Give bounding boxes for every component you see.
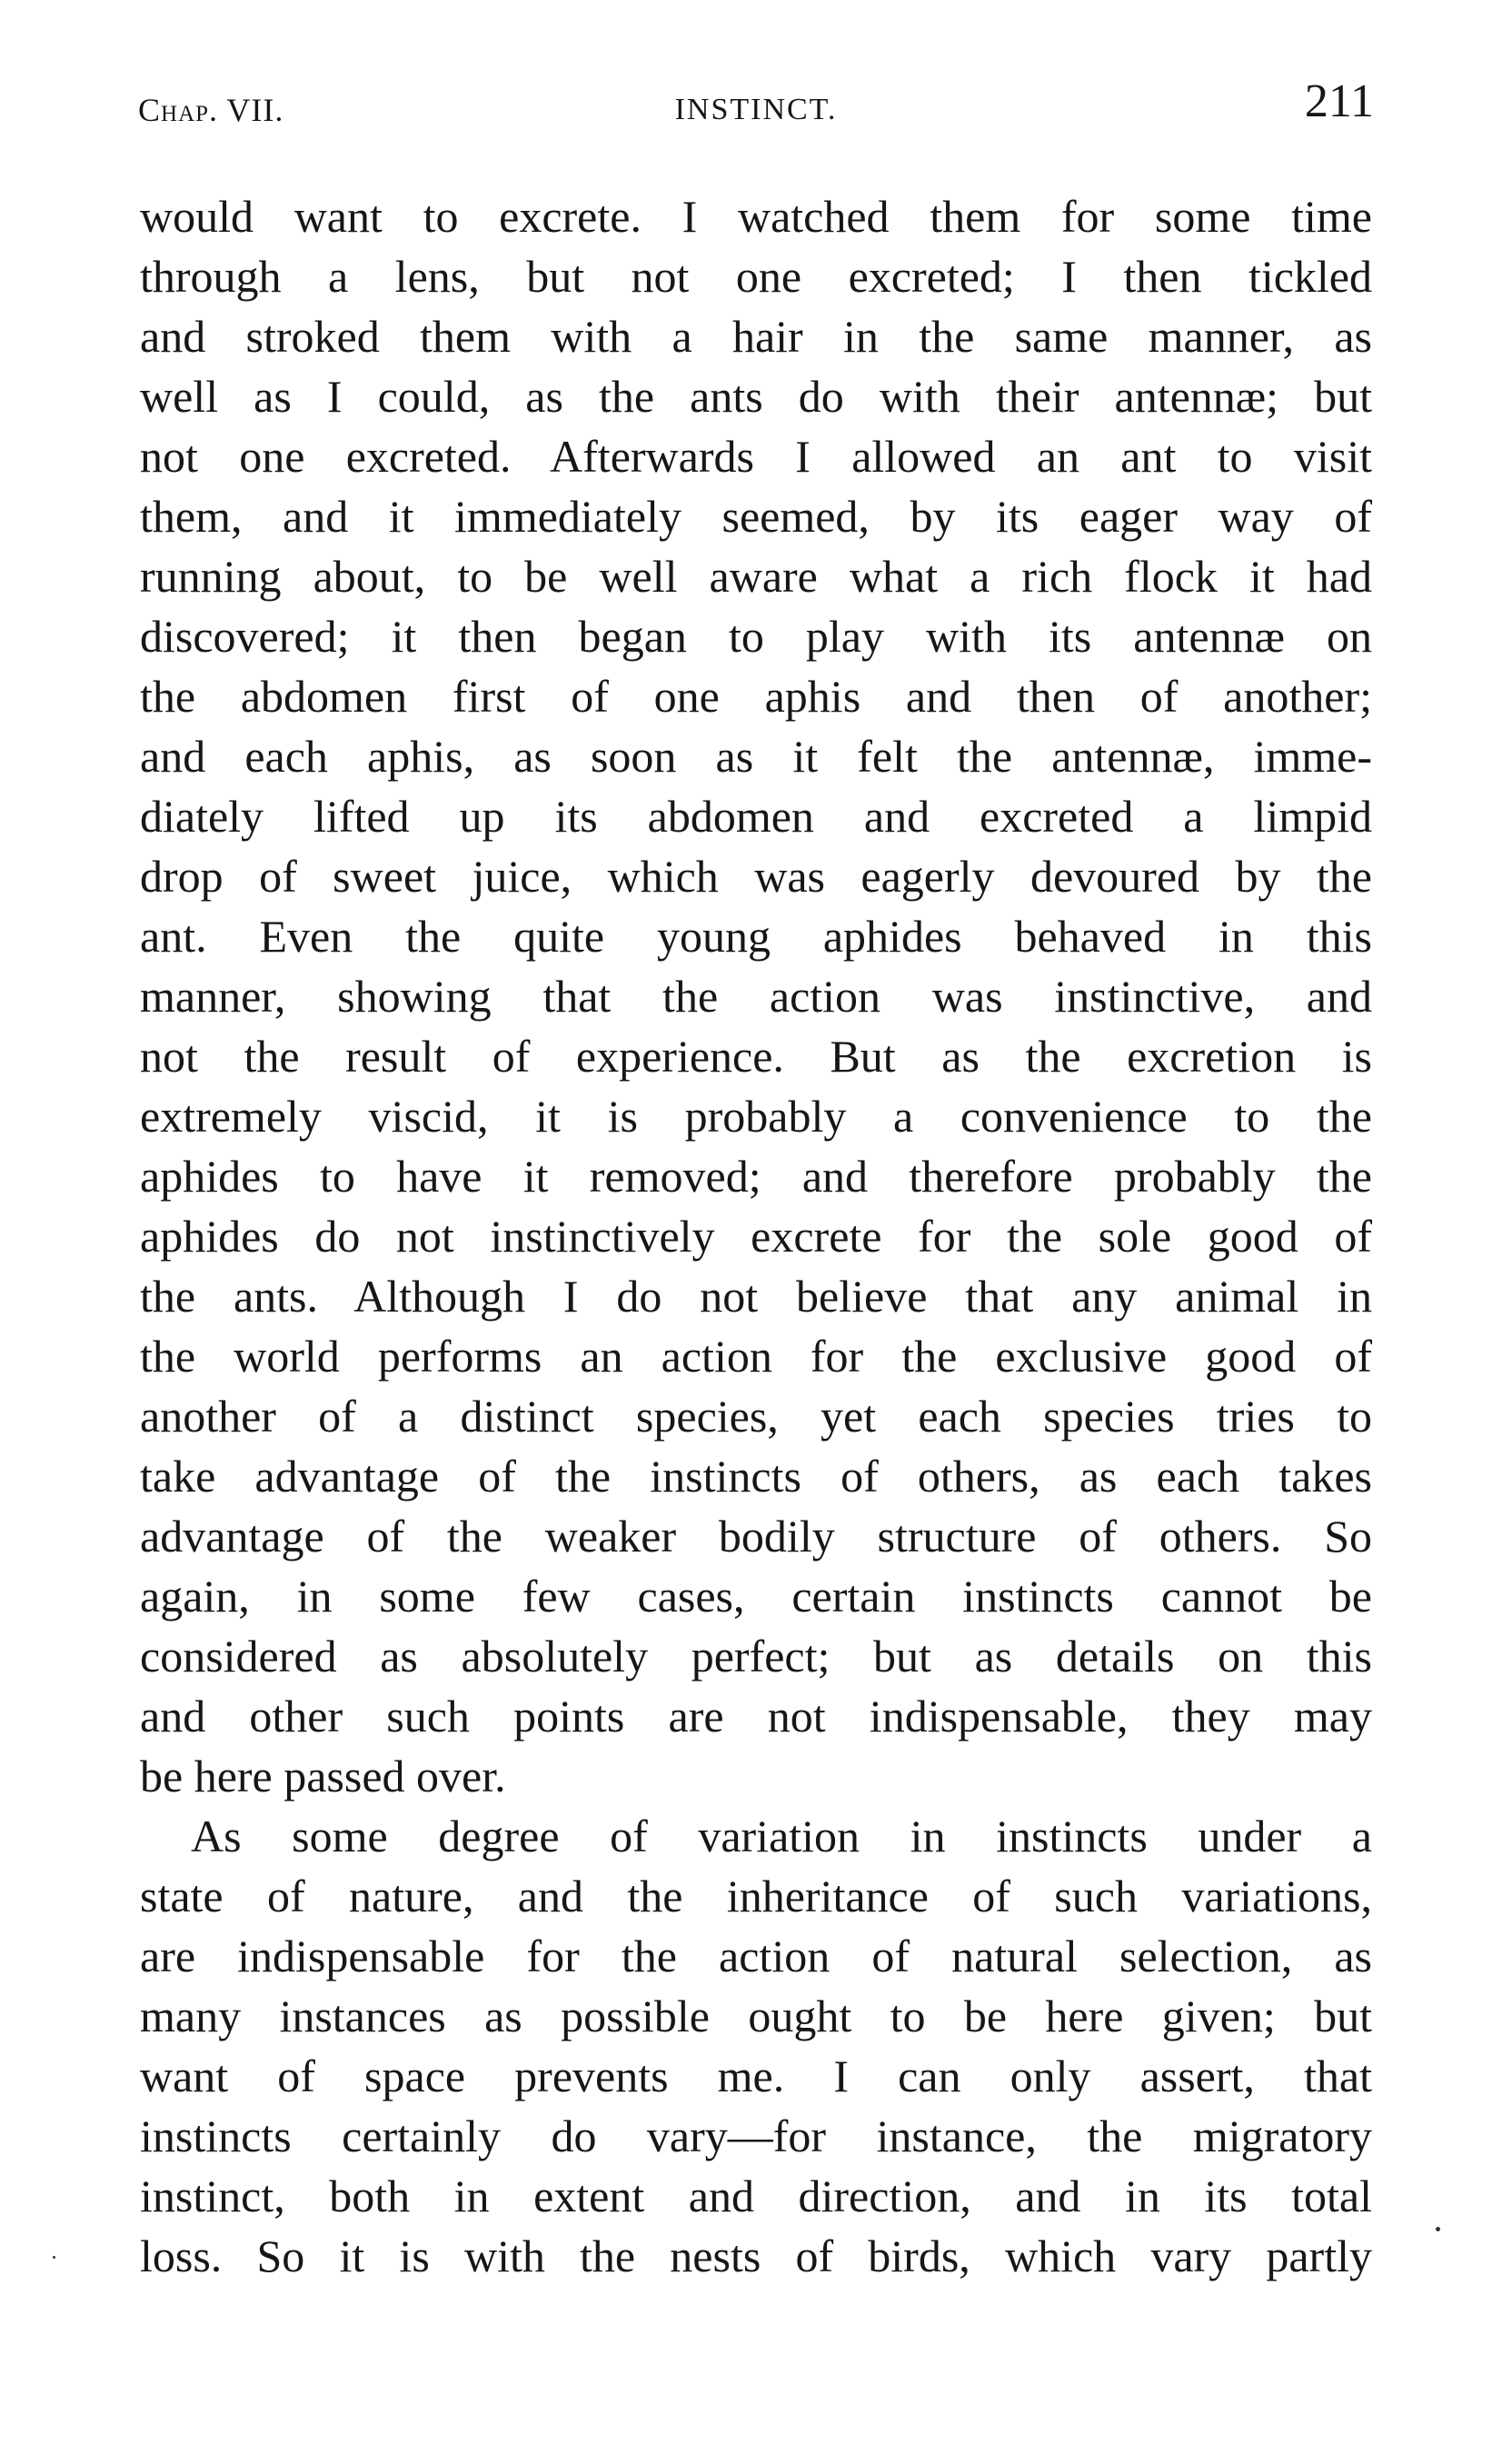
text-line: the abdomen first of one aphis and then of another; (140, 671, 1372, 722)
running-header (138, 75, 1374, 138)
scan-speck (53, 2256, 55, 2259)
text-line: advantage of the weaker bodily structure of others. So (140, 1511, 1372, 1562)
text-line: and stroked them with a hair in the same manner, as (140, 311, 1372, 362)
page-body (140, 186, 1372, 2286)
text-line: state of nature, and the inheritance of such variations, (140, 1871, 1372, 1921)
text-line: manner, showing that the action was instinctive, and (140, 971, 1372, 1022)
text-line: and other such points are not indispensable, they may (140, 1691, 1372, 1741)
text-line: running about, to be well aware what a rich flock it had (140, 551, 1372, 602)
text-line: diately lifted up its abdomen and excreted a limpid (140, 791, 1372, 842)
text-line: would want to excrete. I watched them for some time (140, 191, 1372, 242)
text-line: considered as absolutely perfect; but as details on this (140, 1631, 1372, 1682)
text-line: another of a distinct species, yet each species tries to (140, 1391, 1372, 1442)
text-line: many instances as possible ought to be here given; but (140, 1991, 1372, 2041)
text-line: drop of sweet juice, which was eagerly devoured by the (140, 851, 1372, 902)
text-line: ant. Even the quite young aphides behaved in this (140, 911, 1372, 962)
text-line: instincts certainly do vary—for instance, the migratory (140, 2111, 1372, 2161)
text-line: not the result of experience. But as the excretion is (140, 1031, 1372, 1082)
text-line: through a lens, but not one excreted; I then tickled (140, 251, 1372, 302)
page-number: 211 (1304, 75, 1374, 127)
paragraph-end-line: be here passed over. (140, 1751, 506, 1801)
text-line: instinct, both in extent and direction, and in its total (140, 2171, 1372, 2221)
text-line: extremely viscid, it is probably a convenience to the (140, 1091, 1372, 1142)
chapter-label: Chap. VII. (138, 92, 284, 128)
text-line: take advantage of the instincts of others, as each takes (140, 1451, 1372, 1502)
text-line: well as I could, as the ants do with their antennæ; but (140, 371, 1372, 422)
text-line: them, and it immediately seemed, by its eager way of (140, 491, 1372, 542)
text-line: want of space prevents me. I can only assert, that (140, 2051, 1372, 2101)
text-line: discovered; it then began to play with its antennæ on (140, 611, 1372, 662)
text-line: loss. So it is with the nests of birds, which vary partly (140, 2230, 1372, 2281)
text-line: are indispensable for the action of natural selection, as (140, 1931, 1372, 1981)
text-line: not one excreted. Afterwards I allowed an ant to visit (140, 431, 1372, 482)
text-line: again, in some few cases, certain instincts cannot be (140, 1571, 1372, 1622)
text-line: aphides to have it removed; and therefore probably the (140, 1151, 1372, 1202)
text-line: and each aphis, as soon as it felt the antennæ, imme- (140, 731, 1372, 782)
text-line: the world performs an action for the exclusive good of (140, 1331, 1372, 1382)
scan-speck (1436, 2227, 1440, 2231)
text-line: aphides do not instinctively excrete for the sole good of (140, 1211, 1372, 1262)
paragraph-start-line: As some degree of variation in instincts under a (191, 1811, 1372, 1861)
running-title: INSTINCT. (674, 93, 838, 126)
text-line: the ants. Although I do not believe that any animal in (140, 1271, 1372, 1322)
